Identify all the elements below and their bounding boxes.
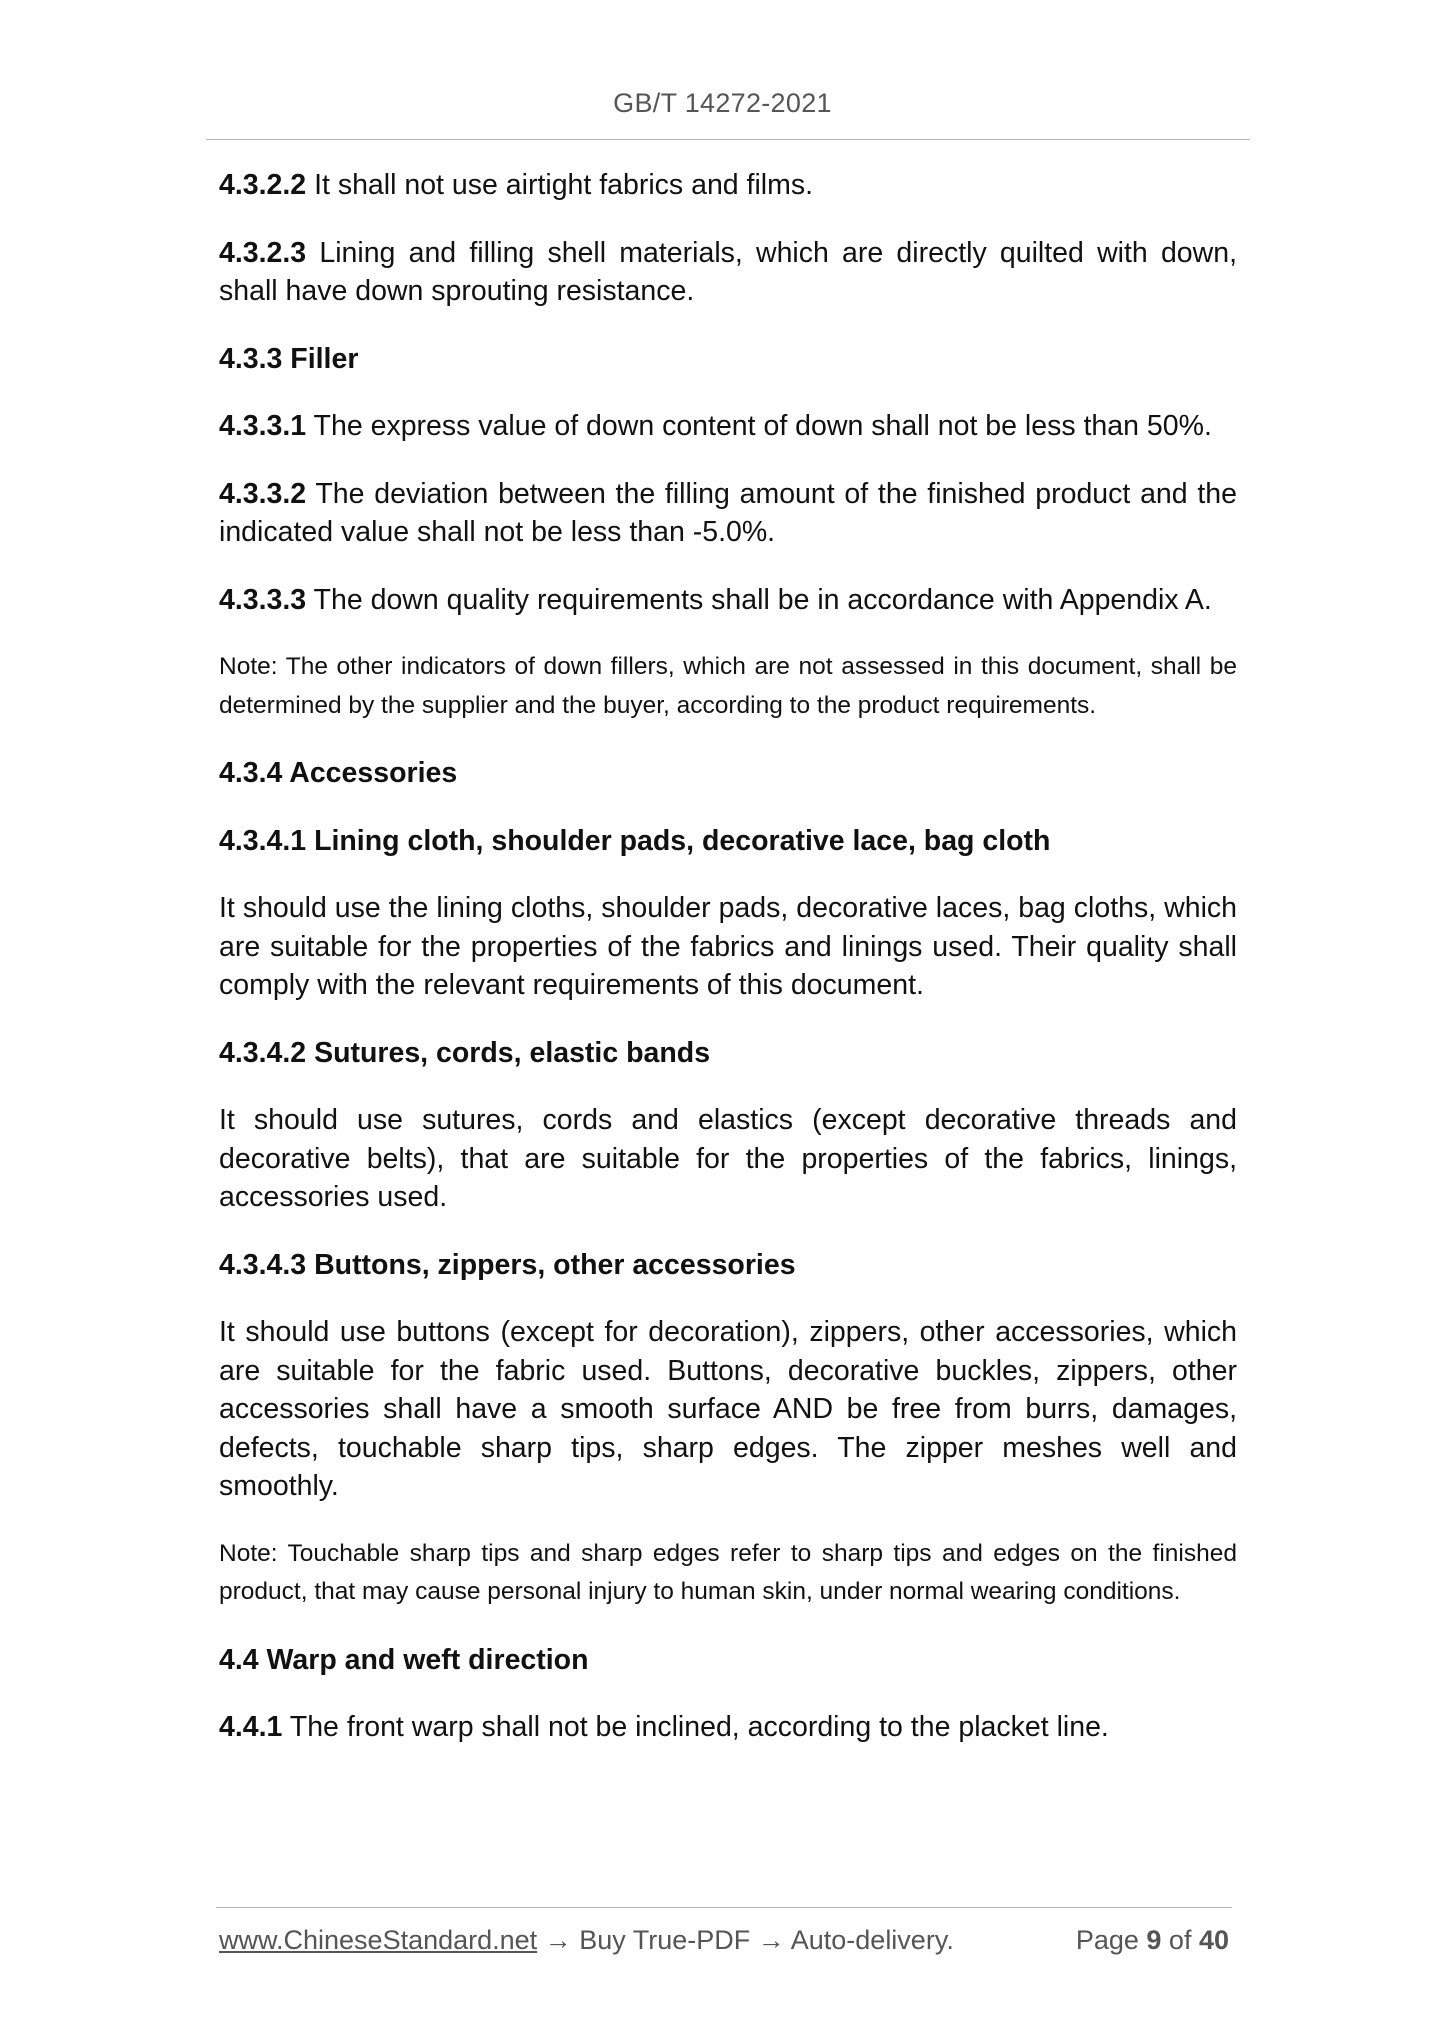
clause-text: It shall not use airtight fabrics and films. bbox=[306, 169, 814, 201]
of-label: of bbox=[1161, 1925, 1199, 1955]
subsection-heading-lining-cloth: 4.3.4.1 Lining cloth, shoulder pads, decorative lace, bag cloth bbox=[219, 824, 1051, 857]
section-heading-filler: 4.3.3 Filler bbox=[219, 342, 359, 375]
clause-4-3-3-1 bbox=[219, 407, 1237, 446]
clause-number: 4.3.2.3 bbox=[219, 236, 307, 269]
paragraph-lining-cloth: It should use the lining cloths, shoulder pads, decorative laces, bag cloths, which are suitable for the properties of the fabrics and linings used. Their quality shall comply with the relevant requirements of this document. bbox=[219, 892, 1237, 1001]
page-footer bbox=[219, 1922, 1229, 1958]
paragraph-sutures: It should use sutures, cords and elastics (except decorative threads and decorative belts), that are suitable for the properties of the fabrics, linings, accessories used. bbox=[219, 1104, 1237, 1213]
subsection-heading-sutures: 4.3.4.2 Sutures, cords, elastic bands bbox=[219, 1036, 711, 1069]
clause-text: The deviation between the filling amount of the finished product and the indicated value shall not be less than -5.0%. bbox=[219, 477, 1237, 548]
clause-number: 4.4.1 bbox=[219, 1711, 283, 1743]
paragraph-buttons: It should use buttons (except for decoration), zippers, other accessories, which are suitable for the fabric used. Buttons, decorative buckles, zippers, other accessories shall have a smooth surface AND be free from burrs, damages, defects, touchable sharp tips, sharp edges. The zipper meshes well and smoothly. bbox=[219, 1316, 1237, 1502]
note-sharp-tips: Note: Touchable sharp tips and sharp edges refer to sharp tips and edges on the finished product, that may cause personal injury to human skin, under normal wearing conditions. bbox=[219, 1539, 1237, 1605]
page-label: Page bbox=[1075, 1925, 1147, 1955]
clause-4-4-1 bbox=[219, 1708, 1237, 1747]
footer-tagline: → Buy True-PDF → Auto-delivery. bbox=[537, 1925, 954, 1955]
document-body bbox=[219, 166, 1237, 1776]
clause-text: The down quality requirements shall be in accordance with Appendix A. bbox=[306, 583, 1212, 616]
clause-4-3-3-3 bbox=[219, 581, 1237, 620]
note-down-fillers: Note: The other indicators of down fillers, which are not assessed in this document, shall be determined by the supplier and the buyer, according to the product requirements. bbox=[219, 653, 1237, 719]
page-number: 9 bbox=[1146, 1925, 1162, 1955]
clause-text: Lining and filling shell materials, which are directly quilted with down, shall have down sprouting resistance. bbox=[219, 236, 1237, 307]
clause-number: 4.3.3.3 bbox=[219, 583, 307, 616]
clause-4-3-2-3 bbox=[219, 234, 1237, 311]
clause-number: 4.3.2.2 bbox=[219, 169, 307, 201]
clause-4-3-3-2 bbox=[219, 475, 1237, 552]
page-indicator bbox=[1076, 1922, 1229, 1958]
page-total: 40 bbox=[1198, 1925, 1229, 1955]
clause-text: The express value of down content of down shall not be less than 50%. bbox=[306, 410, 1212, 442]
clause-number: 4.3.3.1 bbox=[219, 410, 307, 442]
section-heading-warp-weft: 4.4 Warp and weft direction bbox=[219, 1643, 589, 1676]
section-heading-accessories: 4.3.4 Accessories bbox=[219, 757, 458, 789]
subsection-heading-buttons: 4.3.4.3 Buttons, zippers, other accessories bbox=[219, 1248, 796, 1281]
page-header-title: GB/T 14272-2021 bbox=[613, 88, 832, 118]
clause-number: 4.3.3.2 bbox=[219, 477, 307, 510]
clause-text: The front warp shall not be inclined, according to the placket line. bbox=[282, 1711, 1109, 1743]
clause-4-3-2-2 bbox=[219, 166, 1237, 205]
website-link[interactable]: www.ChineseStandard.net bbox=[219, 1925, 538, 1955]
footer-divider bbox=[216, 1907, 1232, 1908]
header-divider bbox=[206, 139, 1250, 140]
